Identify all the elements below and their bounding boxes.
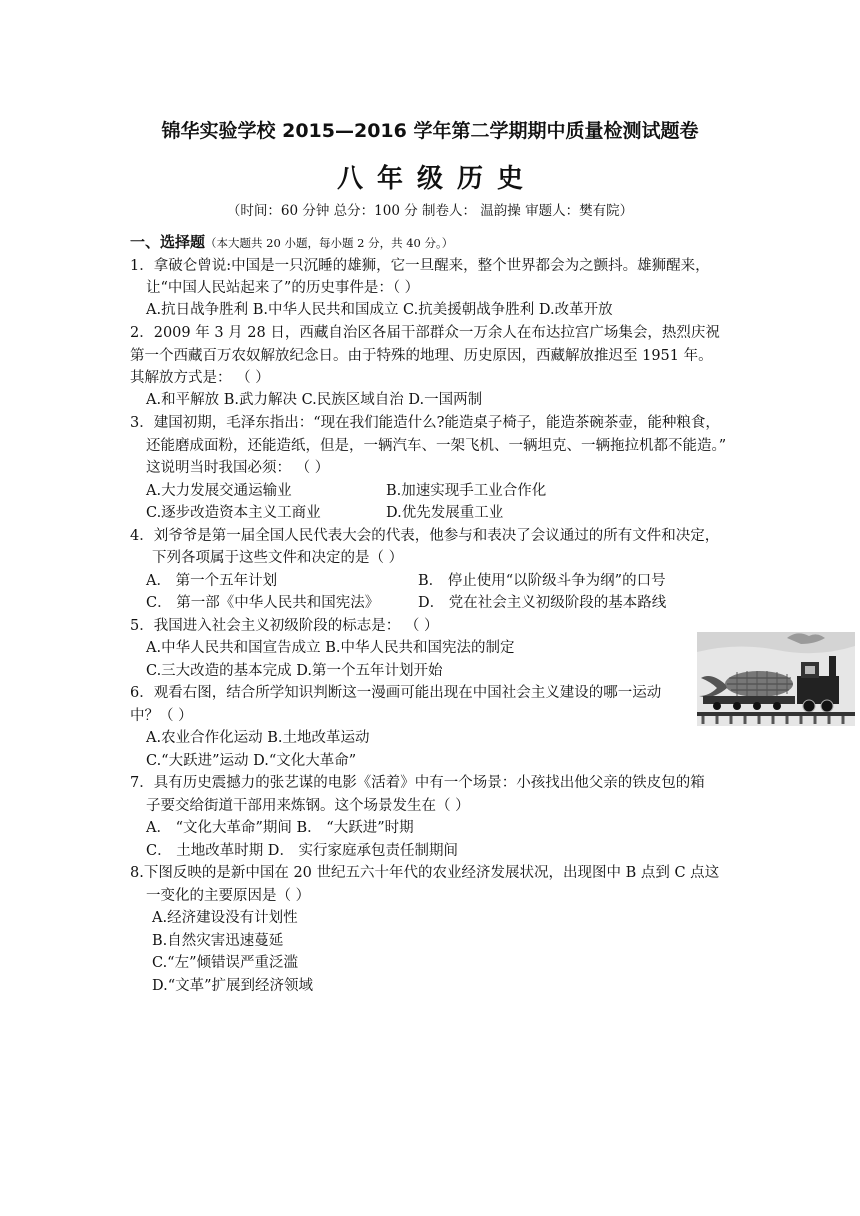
question-5-options-ab: A.中华人民共和国宣告成立 B.中华人民共和国宪法的制定: [146, 640, 515, 656]
question-7-options-ab: A． “文化大革命”期间 B． “大跃进”时期: [146, 820, 414, 836]
question-6-options-ab: A.农业合作化运动 B.土地改革运动: [146, 730, 370, 746]
question-4-text: 4．刘爷爷是第一届全国人民代表大会的代表，他参与和表决了会议通过的所有文件和决定，: [130, 528, 720, 544]
question-2-text: 2．2009 年 3 月 28 日，西藏自治区各届干部群众一万余人在布达拉宫广场集会，热烈庆祝: [130, 325, 720, 341]
exam-subject: 八年级历史: [336, 164, 537, 194]
question-6-text: 6．观看右图，结合所学知识判断这一漫画可能出现在中国社会主义建设的哪一运动: [130, 685, 662, 701]
question-1-text: 1．拿破仑曾说:中国是一只沉睡的雄狮，它一旦醒来，整个世界都会为之颤抖。雄狮醒来，: [130, 258, 710, 274]
question-2-options: A.和平解放 B.武力解决 C.民族区域自治 D.一国两制: [146, 392, 483, 408]
question-3-option-a: A.大力发展交通运输业: [146, 483, 292, 499]
question-1-options: A.抗日战争胜利 B.中华人民共和国成立 C.抗美援朝战争胜利 D.改革开放: [146, 302, 613, 318]
question-1-text-cont: 让“中国人民站起来了”的历史事件是：（ ）: [146, 280, 420, 296]
question-4-option-d: D． 党在社会主义初级阶段的基本路线: [418, 595, 667, 611]
question-4-option-a: A． 第一个五年计划: [146, 573, 278, 589]
question-8-text: 8.下图反映的是新中国在 20 世纪五六十年代的农业经济发展状况，出现图中 B 点到 C 点这: [130, 865, 720, 881]
question-3-option-c: C.逐步改造资本主义工商业: [146, 505, 321, 521]
question-8-option-c: C.“左”倾错误严重泛滥: [152, 955, 299, 971]
question-3-text-end: 这说明当时我国必须： （ ）: [146, 460, 330, 476]
section-heading: [130, 232, 453, 253]
question-3-option-d: D.优先发展重工业: [386, 505, 504, 521]
question-8-option-d: D.“文革”扩展到经济领域: [152, 978, 314, 994]
question-5-text: 5．我国进入社会主义初级阶段的标志是： （ ）: [130, 618, 439, 634]
question-6-options-cd: C.“大跃进”运动 D.“文化大革命”: [146, 753, 357, 769]
question-2-text-end: 其解放方式是： （ ）: [130, 370, 270, 386]
question-3-option-b: B.加速实现手工业合作化: [386, 483, 547, 499]
question-4-text-cont: 下列各项属于这些文件和决定的是（ ）: [152, 550, 404, 566]
exam-title: 锦华实验学校 2015—2016 学年第二学期期中质量检测试题卷: [161, 120, 699, 142]
question-7-options-cd: C． 土地改革时期 D． 实行家庭承包责任制期间: [146, 843, 459, 859]
question-4-option-c: C． 第一部《中华人民共和国宪法》: [146, 595, 380, 611]
question-6-text-cont: 中？（ ）: [130, 708, 193, 724]
section-title: 一、选择题: [130, 233, 206, 251]
question-8-option-a: A.经济建设没有计划性: [152, 910, 298, 926]
section-note: （本大题共 20 小题，每小题 2 分，共 40 分。）: [205, 236, 454, 250]
question-5-options-cd: C.三大改造的基本完成 D.第一个五年计划开始: [146, 663, 443, 679]
exam-info: （时间：60 分钟 总分：100 分 制卷人： 温韵操 审题人：樊有院）: [226, 203, 634, 219]
question-2-text-cont: 第一个西藏百万农奴解放纪念日。由于特殊的地理、历史原因，西藏解放推迟至 1951 年。: [130, 348, 713, 364]
question-8-text-cont: 一变化的主要原因是（ ）: [146, 888, 311, 904]
question-8-option-b: B.自然灾害迅速蔓延: [152, 933, 284, 949]
question-3-text-cont: 还能磨成面粉，还能造纸，但是，一辆汽车、一架飞机、一辆坦克、一辆拖拉机都不能造。”: [146, 438, 727, 454]
cartoon-image: [697, 632, 855, 726]
question-7-text-cont: 子要交给街道干部用来炼钢。这个场景发生在（ ）: [146, 798, 470, 814]
question-4-option-b: B． 停止使用“以阶级斗争为纲”的口号: [418, 573, 666, 589]
question-3-text: 3．建国初期，毛泽东指出：“现在我们能造什么?能造桌子椅子，能造茶碗茶壶，能种粮食，: [130, 415, 720, 431]
question-7-text: 7．具有历史震撼力的张艺谋的电影《活着》中有一个场景：小孩找出他父亲的铁皮包的箱: [130, 775, 705, 791]
